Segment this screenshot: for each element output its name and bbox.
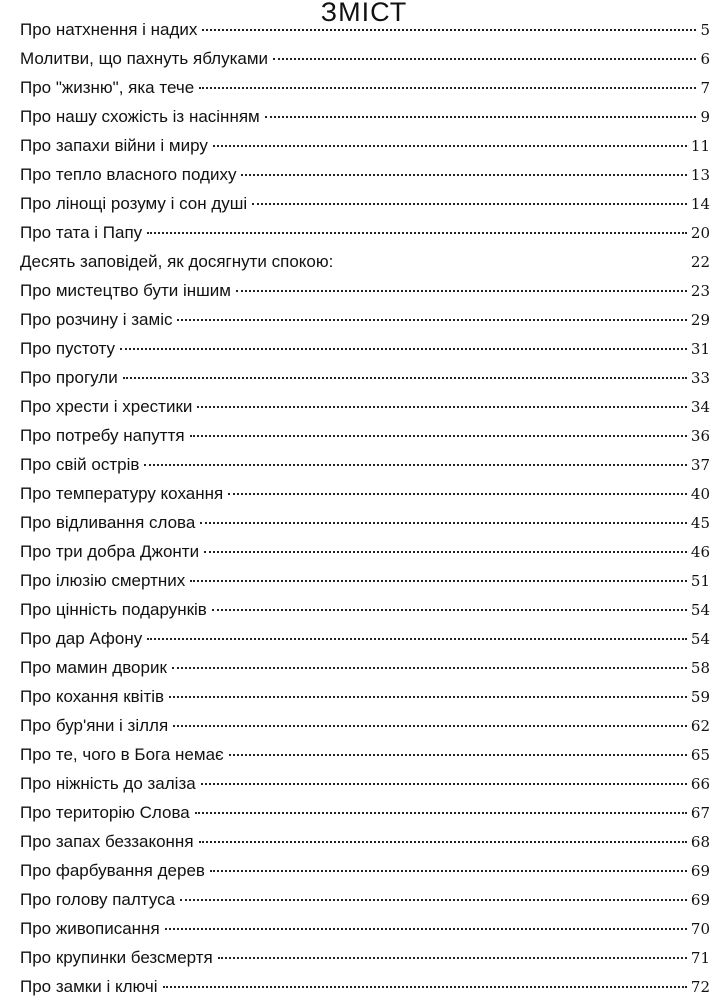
toc-entry-title: Про пустоту (20, 339, 116, 358)
toc-entry-title: Про те, чого в Бога немає (20, 745, 224, 764)
toc-entry (20, 366, 710, 395)
toc-entry-title: Про тата і Папу (20, 223, 143, 242)
toc-entry-title: Про живописання (20, 919, 160, 938)
dot-leader (202, 29, 696, 31)
toc-entry-page-number: 66 (690, 775, 710, 793)
dot-leader (273, 58, 696, 60)
toc-entry (20, 859, 710, 888)
toc-entry (20, 76, 710, 105)
toc-entry-page-number: 54 (690, 601, 710, 619)
toc-entry-title: Про натхнення і надих (20, 20, 198, 39)
toc-entry-title: Про цінність подарунків (20, 600, 207, 619)
toc-entry-page-number: 69 (690, 891, 710, 909)
toc-entry-title: Про голову палтуса (20, 890, 176, 909)
toc-entry-title: Про розчину і заміс (20, 310, 173, 329)
toc-entry (20, 598, 710, 627)
toc-entry (20, 569, 710, 598)
toc-entry-page-number: 69 (690, 862, 710, 880)
toc-entry (20, 540, 710, 569)
dot-leader (177, 319, 686, 321)
dot-leader (163, 986, 687, 988)
dot-leader (201, 783, 687, 785)
dot-leader (212, 609, 687, 611)
toc-entry-page-number: 72 (690, 978, 710, 996)
dot-leader (252, 203, 687, 205)
toc-entry (20, 18, 710, 47)
toc-entry-page-number: 45 (690, 514, 710, 532)
dot-leader (147, 638, 687, 640)
toc-entry (20, 714, 710, 743)
toc-entry-page-number: 68 (690, 833, 710, 851)
toc-entry-page-number: 29 (690, 311, 710, 329)
toc-entry (20, 308, 710, 337)
toc-entry-title: Про запах беззаконня (20, 832, 194, 851)
dot-leader (180, 899, 687, 901)
dot-leader (144, 464, 687, 466)
dot-leader (236, 290, 687, 292)
toc-entry (20, 917, 710, 946)
toc-entry (20, 279, 710, 308)
toc-entry-page-number: 37 (690, 456, 710, 474)
dot-leader (195, 812, 687, 814)
toc-entry-title: Про прогули (20, 368, 118, 387)
toc-entry (20, 743, 710, 772)
toc-entry (20, 192, 710, 221)
dot-leader (228, 493, 687, 495)
toc-entry-title: Про крупинки безсмертя (20, 948, 213, 967)
toc-entry-page-number: 9 (700, 108, 710, 126)
toc-entry (20, 221, 710, 250)
toc-entry (20, 250, 710, 279)
dot-leader (199, 87, 696, 89)
toc-entry-page-number: 67 (690, 804, 710, 822)
toc-entry-title: Про лінощі розуму і сон душі (20, 194, 248, 213)
toc-entry-title: Про три добра Джонти (20, 542, 200, 561)
dot-leader (229, 754, 687, 756)
toc-entry-title: Про ілюзію смертних (20, 571, 186, 590)
toc-entry (20, 946, 710, 975)
toc-entry (20, 134, 710, 163)
toc-entry (20, 830, 710, 859)
toc-entry-page-number: 31 (690, 340, 710, 358)
toc-entry-title: Про свій острів (20, 455, 140, 474)
toc-entry-title: Про мамин дворик (20, 658, 167, 677)
toc-entry-page-number: 7 (700, 79, 710, 97)
toc-entry (20, 656, 710, 685)
toc-entry (20, 337, 710, 366)
dot-leader (190, 435, 687, 437)
toc-entry-page-number: 34 (690, 398, 710, 416)
toc-entry-title: Десять заповідей, як досягнути спокою: (20, 252, 334, 271)
toc-entry (20, 888, 710, 917)
toc-entry-title: Про кохання квітів (20, 687, 165, 706)
toc-entry-page-number: 58 (690, 659, 710, 677)
toc-entry-title: Про запахи війни і миру (20, 136, 208, 155)
toc-entry-page-number: 33 (690, 369, 710, 387)
dot-leader (210, 870, 687, 872)
toc-entry-page-number: 23 (690, 282, 710, 300)
toc-entry (20, 801, 710, 830)
toc-entry-page-number: 14 (690, 195, 710, 213)
toc-entry-title: Про фарбування дерев (20, 861, 205, 880)
dot-leader (190, 580, 687, 582)
toc-entry-page-number: 71 (690, 949, 710, 967)
toc-entry-page-number: 36 (690, 427, 710, 445)
toc-entry-page-number: 46 (690, 543, 710, 561)
dot-leader (165, 928, 687, 930)
dot-leader (199, 841, 687, 843)
dot-leader (218, 957, 687, 959)
toc-entry-title: Про замки і ключі (20, 977, 158, 996)
toc-entry-page-number: 5 (700, 21, 710, 39)
toc-entry-title: Про нашу схожість із насінням (20, 107, 260, 126)
toc-entry (20, 47, 710, 76)
toc-entry-page-number: 11 (690, 137, 710, 155)
toc-entry-title: Про хрести і хрестики (20, 397, 193, 416)
toc-entry (20, 105, 710, 134)
dot-leader (172, 667, 687, 669)
dot-leader (241, 174, 686, 176)
toc-entry-title: Про бур'яни і зілля (20, 716, 169, 735)
toc-entry-title: Про відливання слова (20, 513, 196, 532)
dot-leader (200, 522, 687, 524)
toc-entry-title: Про дар Афону (20, 629, 143, 648)
toc-entry-page-number: 70 (690, 920, 710, 938)
toc-entry (20, 627, 710, 656)
toc-entry-title: Про "жизню", яка тече (20, 78, 195, 97)
toc-entry (20, 772, 710, 801)
dot-leader (173, 725, 687, 727)
toc-entry-title: Про територію Слова (20, 803, 190, 822)
page-title: ЗМІСТ (320, 0, 408, 27)
toc-entry (20, 453, 710, 482)
toc-entry-title: Про тепло власного подиху (20, 165, 237, 184)
toc-entry-title: Про потребу напуття (20, 426, 185, 445)
toc-entry-page-number: 65 (690, 746, 710, 764)
dot-leader (169, 696, 687, 698)
toc-entry-title: Молитви, що пахнуть яблуками (20, 49, 269, 68)
dot-leader (147, 232, 687, 234)
toc-entry (20, 163, 710, 192)
toc-entry (20, 424, 710, 453)
toc-entry (20, 685, 710, 714)
toc-entry-title: Про мистецтво бути іншим (20, 281, 231, 300)
toc-entry-page-number: 59 (690, 688, 710, 706)
toc-entry (20, 395, 710, 424)
dot-leader (265, 116, 697, 118)
dot-leader (197, 406, 687, 408)
dot-leader (213, 145, 687, 147)
toc-entry-page-number: 62 (690, 717, 710, 735)
toc-entry-page-number: 51 (690, 572, 710, 590)
dot-leader (123, 377, 687, 379)
toc-entry-page-number: 40 (690, 485, 710, 503)
toc-entry-title: Про температуру кохання (20, 484, 224, 503)
toc-entry-page-number: 13 (690, 166, 710, 184)
table-of-contents (20, 18, 710, 1004)
toc-entry-page-number: 20 (690, 224, 710, 242)
toc-entry-page-number: 6 (700, 50, 710, 68)
dot-leader (204, 551, 687, 553)
toc-entry-page-number: 54 (690, 630, 710, 648)
dot-leader (120, 348, 687, 350)
toc-entry (20, 511, 710, 540)
toc-entry-title: Про ніжність до заліза (20, 774, 196, 793)
toc-entry (20, 482, 710, 511)
toc-entry-page-number: 22 (690, 253, 710, 271)
